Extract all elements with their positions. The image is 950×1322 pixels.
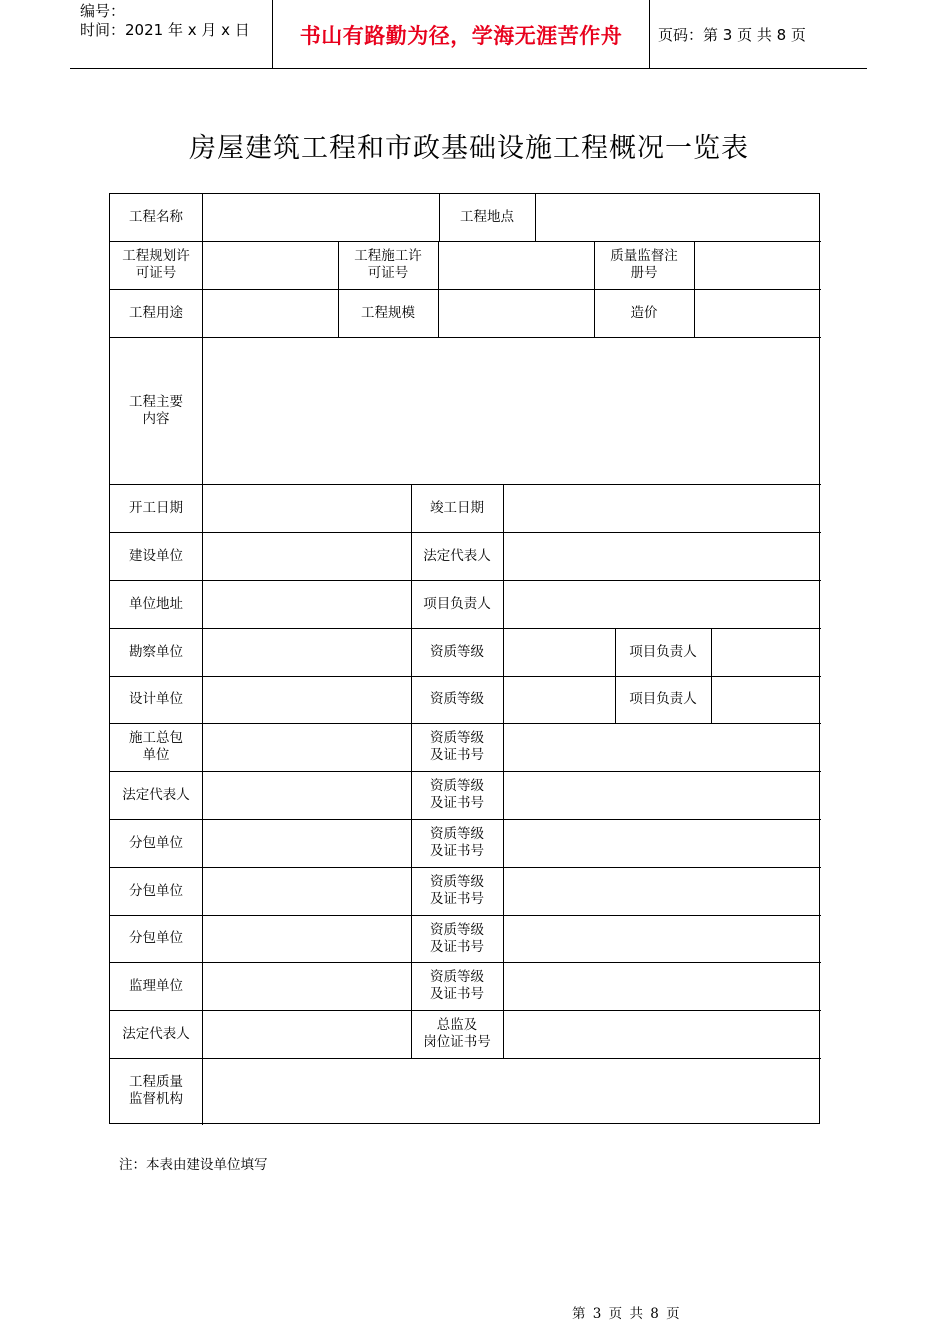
label-quality-reg: 质量监督注 册号 [610,248,678,281]
page-header [70,0,867,69]
input-general-contractor[interactable] [202,723,411,771]
label-construction-unit: 建设单位 [129,547,183,564]
label-start-date: 开工日期 [129,499,183,516]
label-main-content: 工程主要 内容 [129,393,183,427]
label-project-leader: 项目负责人 [423,595,491,612]
input-qualification-cert[interactable] [503,819,821,867]
label-project-leader: 项目负责人 [629,643,697,660]
input-quality-reg[interactable] [694,241,821,289]
label-project-scale: 工程规模 [361,304,415,321]
label-supervision-unit: 监理单位 [129,977,183,994]
label-qualification-cert: 资质等级 及证书号 [430,730,484,763]
input-qualification[interactable] [503,676,615,723]
label-qualification-cert: 资质等级 及证书号 [430,921,484,955]
input-subcontractor[interactable] [202,867,411,915]
label-project-location: 工程地点 [460,209,514,225]
input-legal-rep[interactable] [503,532,821,580]
label-planning-permit: 工程规划许 可证号 [122,248,190,281]
label-quality-agency: 工程质量 监督机构 [129,1073,183,1107]
label-qualification: 资质等级 [430,643,484,660]
input-project-leader[interactable] [711,628,821,676]
input-planning-permit[interactable] [202,241,338,289]
input-subcontractor[interactable] [202,819,411,867]
label-subcontractor: 分包单位 [129,882,183,899]
label-subcontractor: 分包单位 [129,834,183,851]
label-completion-date: 竣工日期 [430,499,484,516]
input-project-leader[interactable] [711,676,821,723]
header-divider [649,0,650,68]
label-qualification: 资质等级 [430,691,484,707]
input-qualification-cert[interactable] [503,915,821,962]
input-cost[interactable] [694,289,821,337]
label-qualification-cert: 资质等级 及证书号 [430,969,484,1002]
input-supervision-unit[interactable] [202,962,411,1010]
document-title: 房屋建筑工程和市政基础设施工程概况一览表 [189,133,749,164]
input-project-location[interactable] [535,194,821,241]
input-survey-unit[interactable] [202,628,411,676]
input-project-name[interactable] [202,194,439,241]
label-qualification-cert: 资质等级 及证书号 [430,778,484,811]
input-qualification-cert[interactable] [503,771,821,819]
label-cost: 造价 [630,304,658,321]
input-completion-date[interactable] [503,484,821,532]
input-chief-supervisor[interactable] [503,1010,821,1058]
label-subcontractor: 分包单位 [129,930,183,946]
label-unit-address: 单位地址 [129,595,183,612]
label-legal-rep: 法定代表人 [122,786,190,803]
label-project-name: 工程名称 [129,209,183,225]
input-project-use[interactable] [202,289,338,337]
label-legal-rep: 法定代表人 [122,1025,190,1042]
input-project-scale[interactable] [438,289,594,337]
label-legal-rep: 法定代表人 [423,547,491,564]
label-design-unit: 设计单位 [129,691,183,707]
label-chief-supervisor: 总监及 岗位证书号 [423,1017,491,1050]
input-start-date[interactable] [202,484,411,532]
input-qualification[interactable] [503,628,615,676]
label-survey-unit: 勘察单位 [129,643,183,660]
label-qualification-cert: 资质等级 及证书号 [430,826,484,859]
number-label: 编号： [80,2,126,20]
page-footer: 第 3 页 共 8 页 [572,1306,680,1322]
input-legal-rep[interactable] [202,771,411,819]
label-project-use: 工程用途 [129,304,183,321]
input-subcontractor[interactable] [202,915,411,962]
project-overview-table [109,193,820,1124]
header-meta [80,2,250,40]
input-qualification-cert[interactable] [503,867,821,915]
input-unit-address[interactable] [202,580,411,628]
label-qualification-cert: 资质等级 及证书号 [430,874,484,907]
input-main-content[interactable] [202,337,821,484]
time-label: 时间：2021 年 x 月 x 日 [80,21,250,39]
label-general-contractor: 施工总包 单位 [129,730,183,763]
input-project-leader[interactable] [503,580,821,628]
input-construction-permit[interactable] [438,241,594,289]
form-note: 注：本表由建设单位填写 [119,1157,268,1173]
input-design-unit[interactable] [202,676,411,723]
input-qualification-cert[interactable] [503,962,821,1010]
header-motto: 书山有路勤为径，学海无涯苦作舟 [299,24,623,48]
input-quality-agency[interactable] [202,1058,821,1123]
input-qualification-cert[interactable] [503,723,821,771]
input-legal-rep[interactable] [202,1010,411,1058]
label-project-leader: 项目负责人 [629,691,697,707]
input-construction-unit[interactable] [202,532,411,580]
header-page-info: 页码：第 3 页 共 8 页 [658,26,806,44]
label-construction-permit: 工程施工许 可证号 [354,248,422,281]
